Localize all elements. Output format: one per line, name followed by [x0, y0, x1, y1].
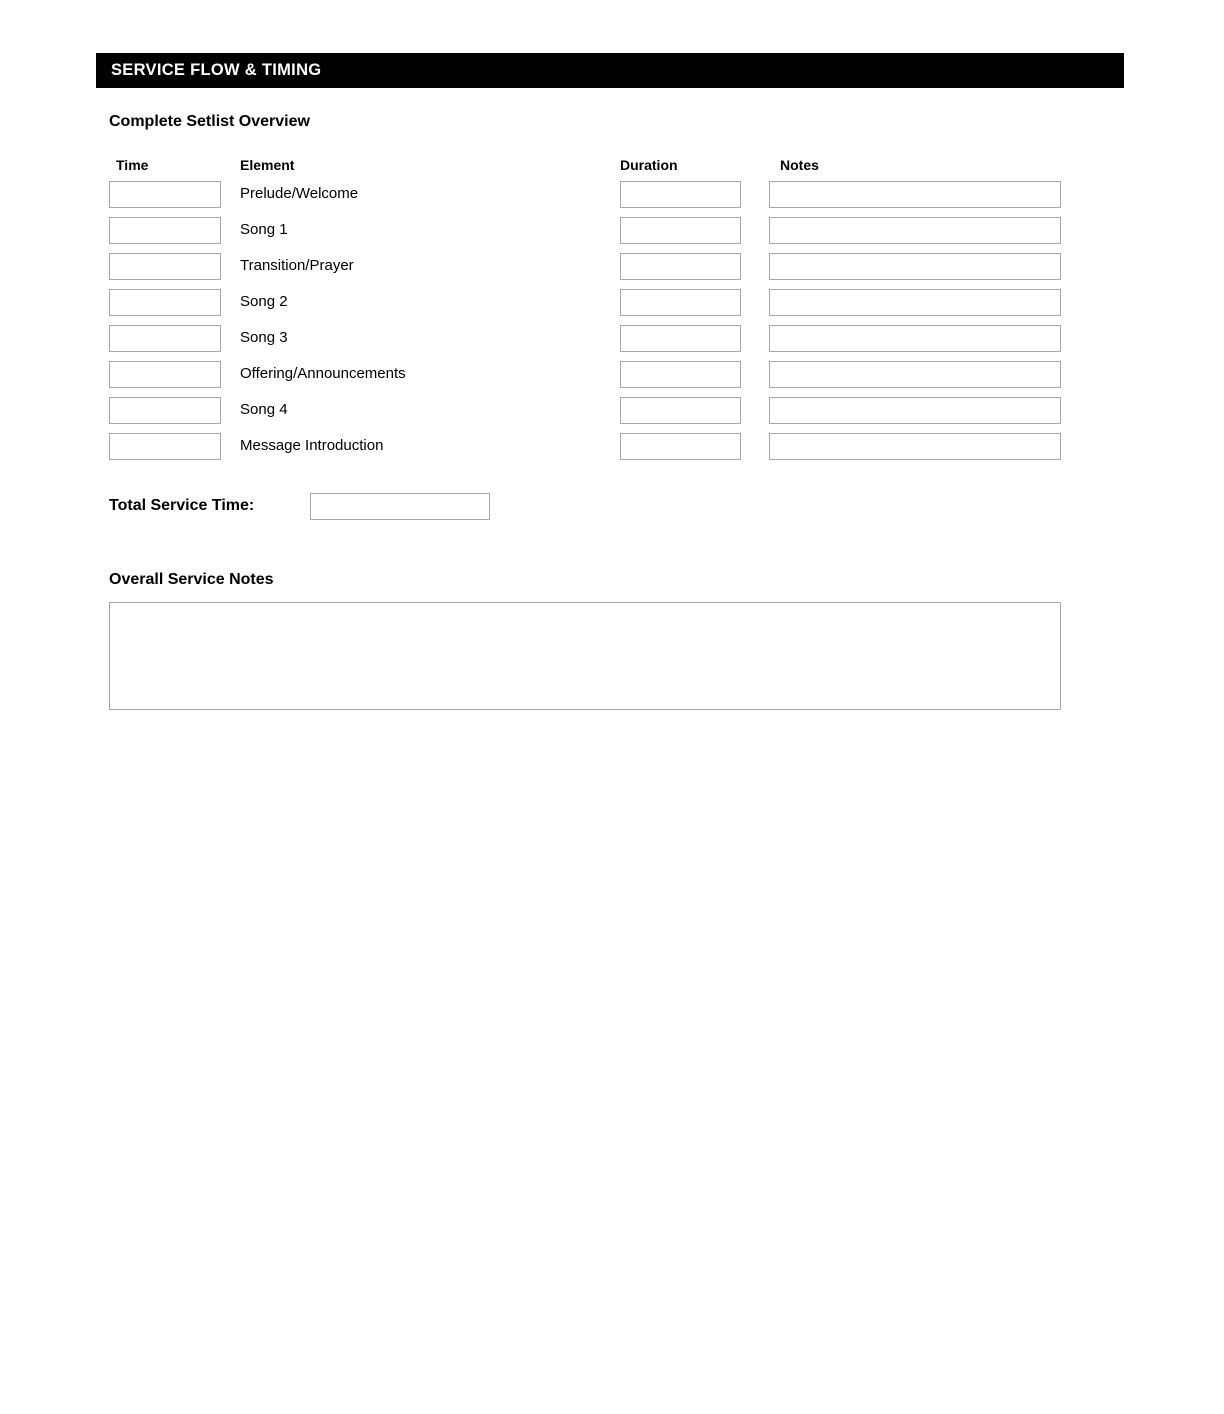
setlist-table [109, 157, 1061, 467]
table-row [109, 323, 1061, 359]
element-label: Song 3 [240, 329, 288, 346]
duration-input[interactable] [620, 289, 741, 316]
notes-input[interactable] [769, 289, 1061, 316]
time-input[interactable] [109, 397, 221, 424]
total-service-time-input[interactable] [310, 493, 490, 520]
notes-input[interactable] [769, 433, 1061, 460]
time-input[interactable] [109, 253, 221, 280]
time-input[interactable] [109, 433, 221, 460]
element-label: Transition/Prayer [240, 257, 354, 274]
duration-input[interactable] [620, 361, 741, 388]
element-label: Song 2 [240, 293, 288, 310]
duration-input[interactable] [620, 253, 741, 280]
table-row [109, 251, 1061, 287]
overall-service-notes-heading: Overall Service Notes [109, 571, 274, 588]
table-row [109, 359, 1061, 395]
column-header-notes: Notes [780, 157, 819, 173]
time-input[interactable] [109, 181, 221, 208]
time-input[interactable] [109, 325, 221, 352]
table-column-headers [109, 157, 1061, 179]
table-row [109, 179, 1061, 215]
column-header-element: Element [240, 157, 295, 173]
total-service-time-row [109, 493, 509, 521]
section-banner [96, 53, 1124, 88]
notes-input[interactable] [769, 325, 1061, 352]
notes-input[interactable] [769, 361, 1061, 388]
element-label: Message Introduction [240, 437, 384, 454]
column-header-time: Time [116, 157, 149, 173]
time-input[interactable] [109, 361, 221, 388]
time-input[interactable] [109, 289, 221, 316]
table-row [109, 215, 1061, 251]
time-input[interactable] [109, 217, 221, 244]
column-header-duration: Duration [620, 157, 678, 173]
duration-input[interactable] [620, 181, 741, 208]
total-service-time-label: Total Service Time: [109, 497, 255, 514]
subsection-title: Complete Setlist Overview [109, 113, 310, 130]
table-row [109, 287, 1061, 323]
element-label: Song 4 [240, 401, 288, 418]
notes-input[interactable] [769, 397, 1061, 424]
element-label: Offering/Announcements [240, 365, 406, 382]
notes-input[interactable] [769, 253, 1061, 280]
duration-input[interactable] [620, 397, 741, 424]
duration-input[interactable] [620, 217, 741, 244]
duration-input[interactable] [620, 433, 741, 460]
element-label: Prelude/Welcome [240, 185, 359, 202]
table-row [109, 395, 1061, 431]
table-row [109, 431, 1061, 467]
notes-input[interactable] [769, 181, 1061, 208]
element-label: Song 1 [240, 221, 288, 238]
notes-input[interactable] [769, 217, 1061, 244]
section-banner-title: SERVICE FLOW & TIMING [111, 61, 322, 80]
overall-service-notes-textarea[interactable] [109, 602, 1061, 710]
duration-input[interactable] [620, 325, 741, 352]
